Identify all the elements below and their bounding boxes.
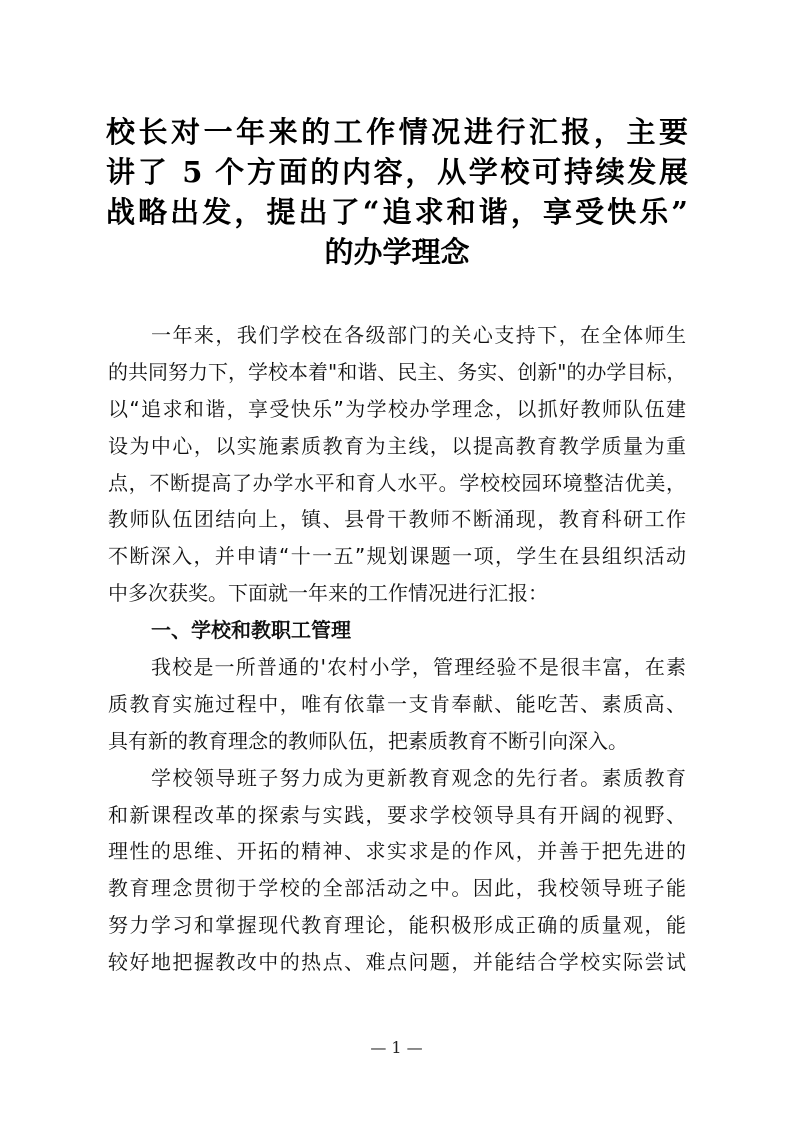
document-body: [108, 317, 686, 981]
paragraph-line: 具有新的教育理念的教师队伍，把素质教育不断引向深入。: [108, 728, 628, 753]
page-number: — 1 —: [370, 1038, 423, 1057]
title-line: 校长对一年来的工作情况进行汇报，主要: [106, 115, 688, 149]
document-title: [106, 112, 688, 272]
paragraph-line: 的共同努力下，学校本着"和谐、民主、务实、创新"的办学目标，: [108, 359, 687, 384]
title-line: 的办学理念: [324, 235, 470, 269]
paragraph-line: 努力学习和掌握现代教育理论，能积极形成正确的质量观，能: [108, 913, 686, 938]
paragraph-line: 我校是一所普通的'农村小学，管理经验不是很丰富，在素: [151, 655, 686, 680]
paragraph-line: 学校领导班子努力成为更新教育观念的先行者。素质教育: [151, 765, 686, 790]
intro-paragraph: [108, 317, 686, 612]
title-line: 战略出发，提出了“追求和谐，享受快乐”: [106, 195, 688, 229]
paragraph-line: 较好地把握教改中的热点、难点问题，并能结合学校实际尝试: [108, 950, 686, 975]
section-1-paragraph-2: [108, 760, 686, 981]
section-1-paragraph-1: [108, 649, 686, 760]
title-line: 讲了 5 个方面的内容，从学校可持续发展: [106, 155, 688, 189]
paragraph-line: 教师队伍团结向上，镇、县骨干教师不断涌现，教育科研工作: [108, 507, 686, 532]
paragraph-line: 和新课程改革的探索与实践，要求学校领导具有开阔的视野、: [108, 802, 686, 827]
paragraph-line: 教育理念贯彻于学校的全部活动之中。因此，我校领导班子能: [108, 876, 686, 901]
paragraph-line: 质教育实施过程中，唯有依靠一支肯奉献、能吃苦、素质高、: [108, 691, 686, 716]
paragraph-line: 设为中心，以实施素质教育为主线，以提高教育教学质量为重: [108, 433, 686, 458]
section-heading: 一、学校和教职工管理: [151, 618, 351, 643]
paragraph-line: 以“追求和谐，享受快乐”为学校办学理念，以抓好教师队伍建: [108, 396, 686, 421]
paragraph-line: 一年来，我们学校在各级部门的关心支持下，在全体师生: [151, 323, 686, 347]
paragraph-line: 理性的思维、开拓的精神、求实求是的作风，并善于把先进的: [108, 839, 686, 864]
paragraph-line: 中多次获奖。下面就一年来的工作情况进行汇报：: [108, 581, 548, 606]
paragraph-line: 点，不断提高了办学水平和育人水平。学校校园环境整洁优美，: [108, 470, 686, 495]
paragraph-line: 不断深入，并申请“十一五”规划课题一项，学生在县组织活动: [108, 544, 686, 569]
